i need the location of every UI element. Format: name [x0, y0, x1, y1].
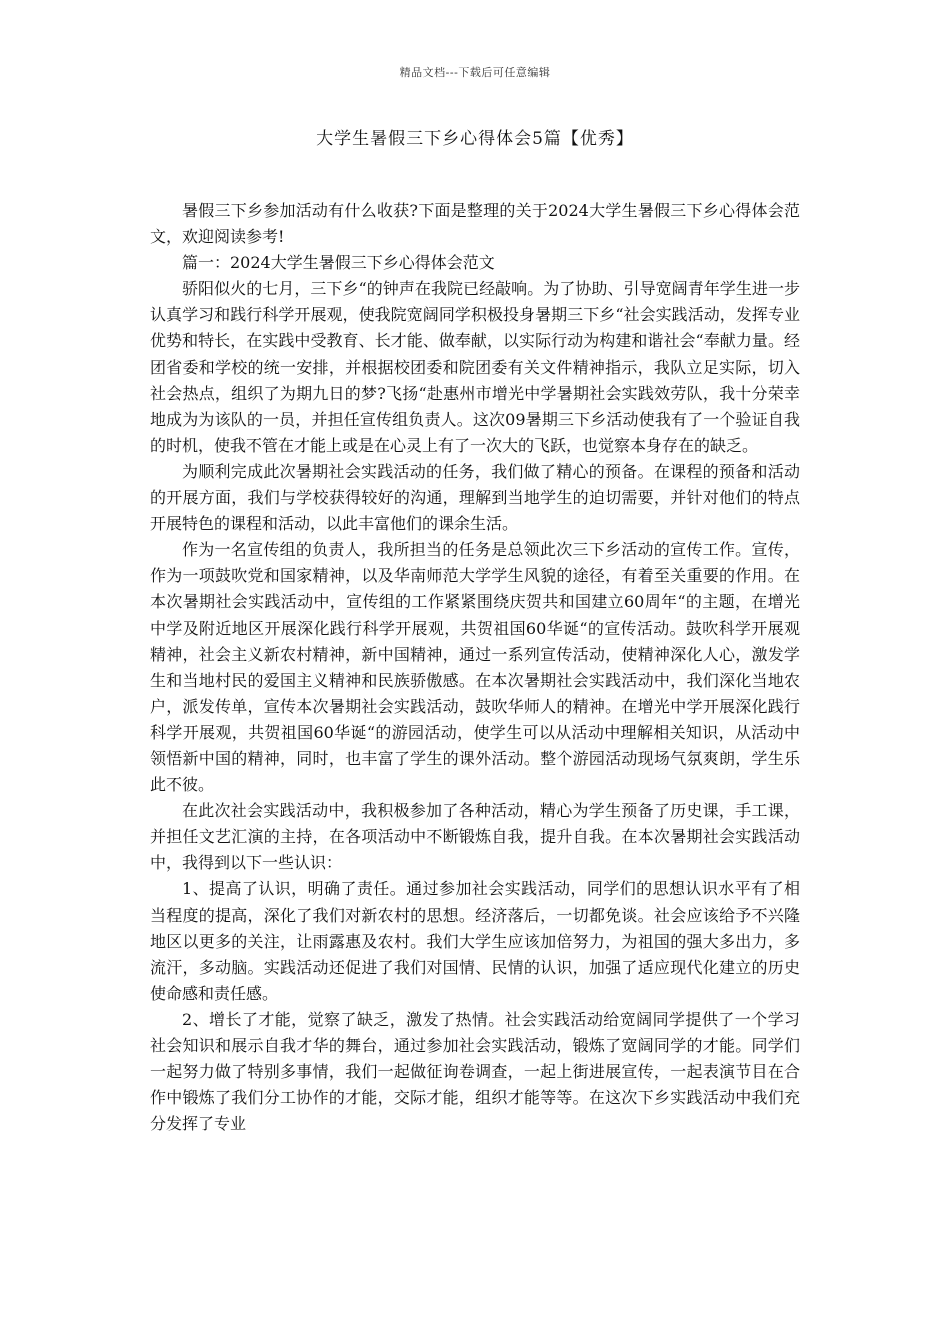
body-paragraph: 1、提高了认识，明确了责任。通过参加社会实践活动，同学们的思想认识水平有了相当程度的提高，深化了我们对新农村的思想。经济落后，一切都免谈。社会应该给予不兴隆地区以更多的关注，让雨露惠及农村。我们大学生应该加倍努力，为祖国的强大多出力，多流汗，多动脑。实践活动还促进了我们对国情、民情的认识，加强了适应现代化建立的历史使命感和责任感。: [150, 879, 800, 1003]
body-paragraph: 骄阳似火的七月，三下乡“的钟声在我院已经敲响。为了协助、引导宽阔青年学生进一步认真学习和践行科学开展观，使我院宽阔同学积极投身暑期三下乡“社会实践活动，发挥专业优势和特长，在实践中受教育、长才能、做奉献，以实际行动为构建和谐社会“奉献力量。经团省委和学校的统一安排，并根据校团委和院团委有关文件精神指示，我队立足实际，切入社会热点，组织了为期九日的梦?飞扬“赴惠州市增光中学暑期社会实践效劳队，我十分荣幸地成为为该队的一员，并担任宣传组负责人。这次09暑期三下乡活动使我有了一个验证自我的时机，使我不管在才能上或是在心灵上有了一次大的飞跃，也觉察本身存在的缺乏。: [150, 279, 800, 455]
body-paragraph: 在此次社会实践活动中，我积极参加了各种活动，精心为学生预备了历史课，手工课，并担任文艺汇演的主持，在各项活动中不断锻炼自我，提升自我。在本次暑期社会实践活动中，我得到以下一些认识：: [150, 801, 800, 873]
section-heading: 篇一：2024大学生暑假三下乡心得体会范文: [182, 253, 495, 273]
body-paragraph: 为顺利完成此次暑期社会实践活动的任务，我们做了精心的预备。在课程的预备和活动的开展方面，我们与学校获得较好的沟通，理解到当地学生的迫切需要，并针对他们的特点开展特色的课程和活动，以此丰富他们的课余生活。: [150, 461, 800, 534]
document-title: 大学生暑假三下乡心得体会5篇【优秀】: [316, 129, 634, 149]
page-header: 精品文档---下载后可任意编辑: [399, 66, 551, 79]
intro-paragraph: 暑假三下乡参加活动有什么收获?下面是整理的关于2024大学生暑假三下乡心得体会范文，欢迎阅读参考!: [150, 201, 800, 247]
body-paragraph: 2、增长了才能，觉察了缺乏，激发了热情。社会实践活动给宽阔同学提供了一个学习社会知识和展示自我才华的舞台，通过参加社会实践活动，锻炼了宽阔同学的才能。同学们一起努力做了特别多事情，我们一起做征询卷调查，一起上街进展宣传，一起表演节目在合作中锻炼了我们分工协作的才能，交际才能，组织才能等等。在这次下乡实践活动中我们充分发挥了专业: [150, 1009, 800, 1134]
body-paragraph: 作为一名宣传组的负责人，我所担当的任务是总领此次三下乡活动的宣传工作。宣传，作为一项鼓吹党和国家精神，以及华南师范大学学生风貌的途径，有着至关重要的作用。在本次暑期社会实践活动中，宣传组的工作紧紧围绕庆贺共和国建立60周年“的主题，在增光中学及附近地区开展深化践行科学开展观，共贺祖国60华诞“的宣传活动。鼓吹科学开展观精神，社会主义新农村精神，新中国精神，通过一系列宣传活动，使精神深化人心，激发学生和当地村民的爱国主义精神和民族骄傲感。在本次暑期社会实践活动中，我们深化当地农户，派发传单，宣传本次暑期社会实践活动，鼓吹华师人的精神。在增光中学开展深化践行科学开展观，共贺祖国60华诞“的游园活动，使学生可以从活动中理解相关知识，从活动中领悟新中国的精神，同时，也丰富了学生的课外活动。整个游园活动现场气氛爽朗，学生乐此不彼。: [150, 540, 800, 795]
document-body: [150, 198, 800, 1137]
